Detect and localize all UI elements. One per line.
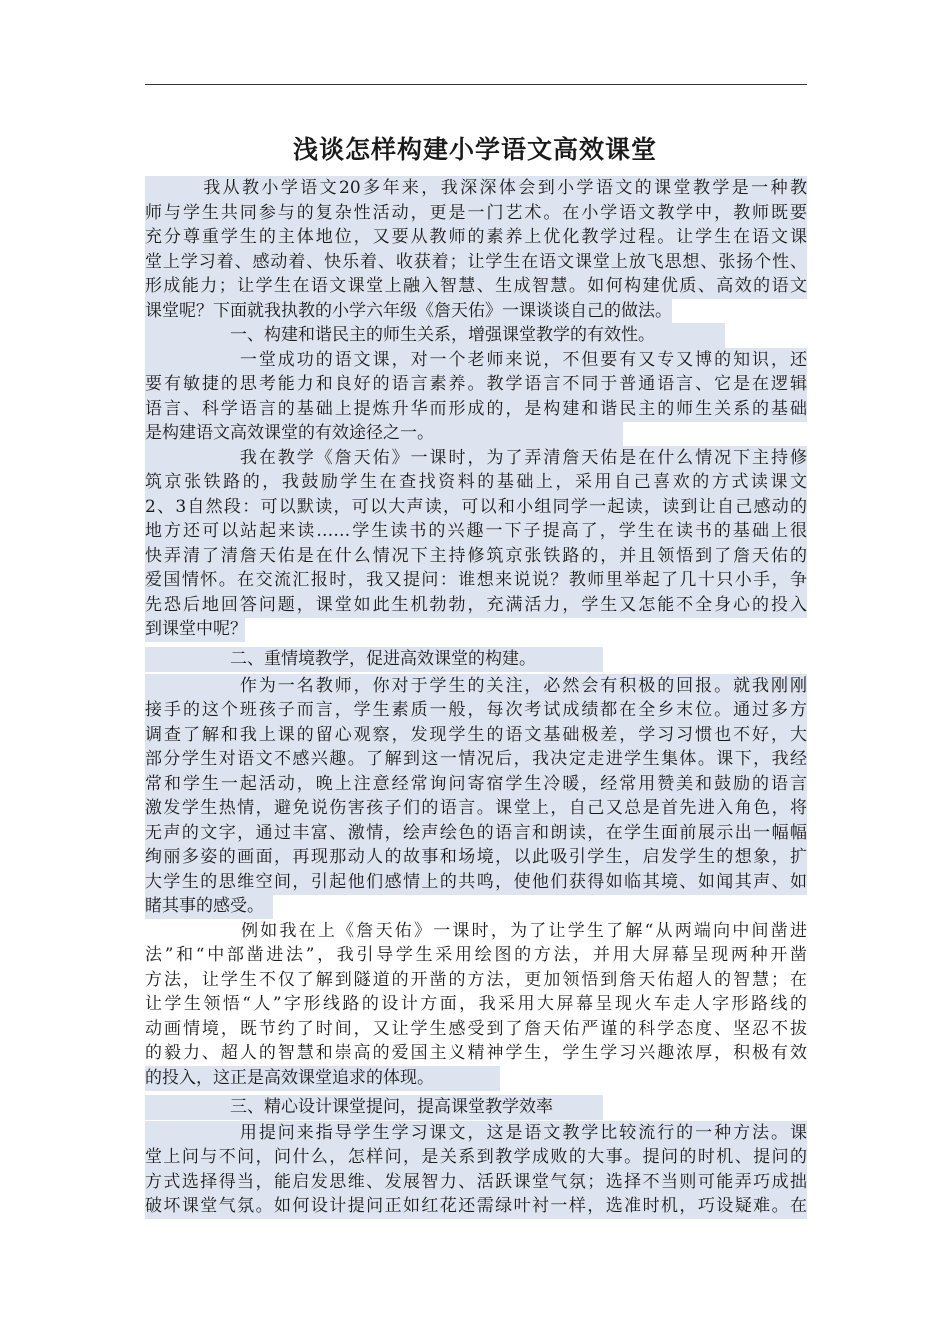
paragraph-line: 例如我在上《詹天佑》一课时，为了让学生了解“从两端向中间凿进 xyxy=(145,921,807,941)
paragraph-line: 形成能力；让学生在语文课堂上融入智慧、生成智慧。如何构建优质、高效的语文 xyxy=(145,274,807,299)
paragraph-line: 接手的这个班孩子而言，学生素质一般，每次考试成绩都在全乡末位。通过多方 xyxy=(145,698,807,723)
paragraph-line: 激发学生热情，避免说伤害孩子们的语言。课堂上，自己又总是首先进入角色，将 xyxy=(145,796,807,821)
document-title: 浅谈怎样构建小学语文高效课堂 xyxy=(292,135,657,164)
paragraph-line: 破坏课堂气氛。如何设计提问正如红花还需绿叶衬一样，选准时机，巧设疑难。在 xyxy=(145,1194,807,1219)
paragraph-line: 绚丽多姿的画面，再现那动人的故事和场境，以此吸引学生，启发学生的想象，扩 xyxy=(145,845,807,870)
paragraph-line: 的投入，这正是高效课堂追求的体现。 xyxy=(145,1066,500,1091)
paragraph-line: 师与学生共同参与的复杂性活动，更是一门艺术。在小学语文教学中，教师既要 xyxy=(145,201,807,226)
paragraph-line: 的毅力、超人的智慧和崇高的爱国主义精神学生，学生学习兴趣浓厚，积极有效 xyxy=(145,1043,807,1063)
paragraph-line: 无声的文字，通过丰富、激情，绘声绘色的语言和朗读，在学生面前展示出一幅幅 xyxy=(145,821,807,846)
header-rule xyxy=(145,84,807,85)
paragraph-line: 地方还可以站起来读……学生读书的兴趣一下子提高了，学生在读书的基础上很 xyxy=(145,519,807,544)
paragraph-line: 快弄清了清詹天佑是在什么情况下主持修筑京张铁路的，并且领悟到了詹天佑的 xyxy=(145,544,807,569)
paragraph-line: 充分尊重学生的主体地位，又要从教师的素养上优化教学过程。让学生在语文课 xyxy=(145,225,807,250)
paragraph-line: 方式选择得当，能启发思维、发展智力、活跃课堂气氛；选择不当则可能弄巧成拙 xyxy=(145,1170,807,1195)
paragraph-line: 法”和“中部凿进法”，我引导学生采用绘图的方法，并用大屏幕呈现两种开凿 xyxy=(145,945,807,965)
paragraph-line: 让学生领悟“人”字形线路的设计方面，我采用大屏幕呈现火车走人字形路线的 xyxy=(145,994,807,1014)
paragraph-line: 是构建语文高效课堂的有效途径之一。 xyxy=(145,421,623,446)
section-heading: 二、重情境教学，促进高效课堂的构建。 xyxy=(145,647,603,672)
paragraph-line: 要有敏捷的思考能力和良好的语言素养。教学语言不同于普通语言、它是在逻辑 xyxy=(145,372,807,397)
paragraph-line: 常和学生一起活动，晚上注意经常询问寄宿学生冷暖，经常用赞美和鼓励的语言 xyxy=(145,772,807,797)
paragraph-line: 大学生的思维空间，引起他们感情上的共鸣，使他们获得如临其境、如闻其声、如 xyxy=(145,870,807,895)
section-heading: 三、精心设计课堂提问，提高课堂教学效率 xyxy=(145,1095,603,1120)
paragraph-line: 动画情境，既节约了时间，又让学生感受到了詹天佑严谨的科学态度、坚忍不拔 xyxy=(145,1019,807,1039)
paragraph-line: 部分学生对语文不感兴趣。了解到这一情况后，我决定走进学生集体。课下，我经 xyxy=(145,747,807,772)
paragraph-line: 爱国情怀。在交流汇报时，我又提问：谁想来说说？教师里举起了几十只小手，争 xyxy=(145,568,807,593)
paragraph-line: 筑京张铁路的，我鼓励学生在查找资料的基础上，采用自己喜欢的方式读课文 xyxy=(145,470,807,495)
paragraph-line: 用提问来指导学生学习课文，这是语文教学比较流行的一种方法。课 xyxy=(145,1121,807,1146)
paragraph-line: 堂上问与不问，问什么，怎样问，是关系到教学成败的大事。提问的时机、提问的 xyxy=(145,1145,807,1170)
paragraph-line: 调查了解和我上课的留心观察，发现学生的语文基础极差，学习习惯也不好，大 xyxy=(145,723,807,748)
paragraph-line: 课堂呢？下面就我执教的小学六年级《詹天佑》一课谈谈自己的做法。 xyxy=(145,299,672,324)
paragraph-line: 先恐后地回答问题，课堂如此生机勃勃，充满活力，学生又怎能不全身心的投入 xyxy=(145,593,807,618)
paragraph-line: 堂上学习着、感动着、快乐着、收获着；让学生在语文课堂上放飞思想、张扬个性、 xyxy=(145,250,807,275)
paragraph-line: 语言、科学语言的基础上提炼升华而形成的，是构建和谐民主的师生关系的基础 xyxy=(145,397,807,422)
paragraph-line: 我在教学《詹天佑》一课时，为了弄清詹天佑是在什么情况下主持修 xyxy=(145,446,807,471)
paragraph-line: 2、3自然段：可以默读，可以大声读，可以和小组同学一起读，读到让自己感动的 xyxy=(145,495,807,520)
paragraph-line: 方法，让学生不仅了解到隧道的开凿的方法，更加领悟到詹天佑超人的智慧；在 xyxy=(145,970,807,990)
paragraph-line: 睹其事的感受。 xyxy=(145,894,273,919)
paragraph-line: 到课堂中呢？ xyxy=(145,617,245,642)
paragraph-line: 一堂成功的语文课，对一个老师来说，不但要有又专又博的知识，还 xyxy=(145,348,807,373)
section-heading: 一、构建和谐民主的师生关系，增强课堂教学的有效性。 xyxy=(145,323,725,348)
paragraph-line: 我从教小学语文20多年来，我深深体会到小学语文的课堂教学是一种教 xyxy=(145,176,807,201)
paragraph-line: 作为一名教师，你对于学生的关注，必然会有积极的回报。就我刚刚 xyxy=(145,674,807,699)
